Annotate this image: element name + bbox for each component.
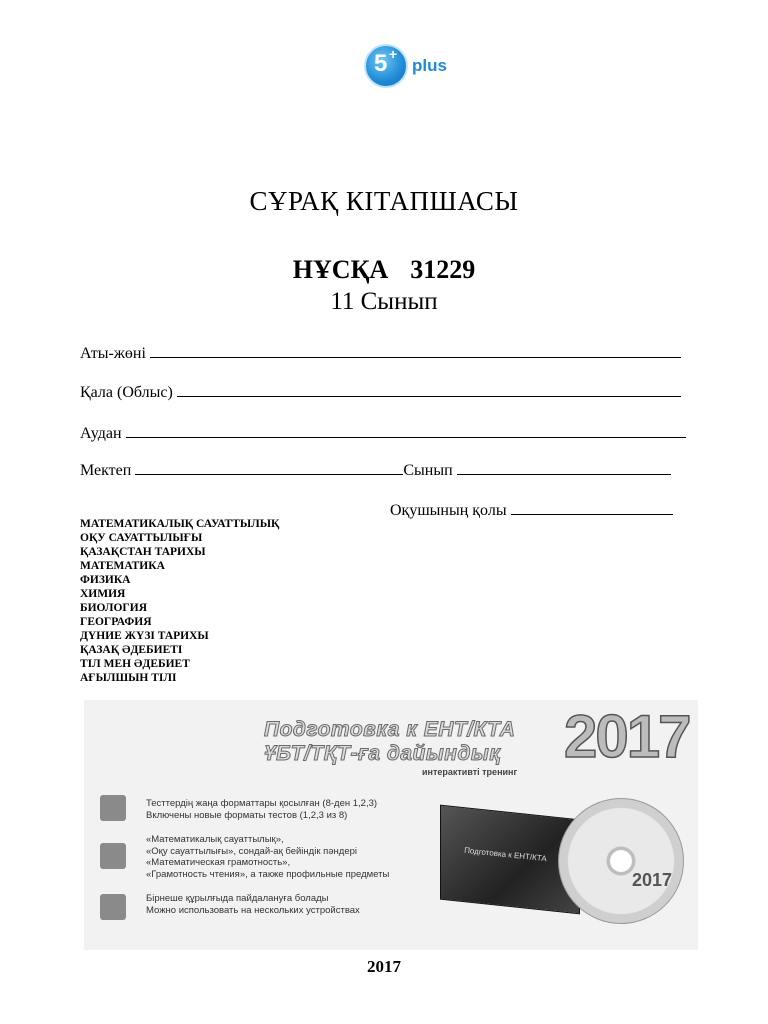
books-icon [100, 843, 126, 869]
documents-icon [100, 795, 126, 821]
feature-line: «Математикалық сауаттылық», [146, 834, 284, 845]
subject-item: ФИЗИКА [80, 574, 131, 586]
feature-line: Тесттердің жаңа форматтары қосылған (8-ден 1,2,3) [146, 798, 378, 809]
city-field [80, 382, 681, 402]
subject-item: ТІЛ МЕН ӘДЕБИЕТ [80, 658, 190, 670]
district-label: Аудан [80, 425, 122, 442]
feature-formats [146, 798, 377, 821]
footer-year: 2017 [367, 957, 401, 976]
signature-label: Оқушының қолы [390, 502, 507, 519]
subject-item: ХИМИЯ [80, 588, 126, 600]
city-label: Қала (Облыс) [80, 384, 173, 401]
class-label: Сынып [403, 462, 453, 479]
variant-number: 31229 [410, 255, 476, 284]
school-label: Мектеп [80, 462, 132, 479]
banner-heading-kz: ҰБТ/ТҚТ-ға дайындық [264, 742, 501, 765]
subject-item: ҚАЗАҚ ӘДЕБИЕТІ [80, 644, 183, 656]
variant-heading [0, 255, 768, 285]
banner-subtitle: интерактивті тренинг [422, 767, 518, 777]
feature-line: «Математическая грамотность», [146, 857, 291, 868]
feature-line: «Грамотность чтения», а также профильные предметы [146, 868, 390, 880]
feature-line: Можно использовать на нескольких устройствах [146, 904, 360, 916]
feature-subjects [146, 834, 389, 880]
school-field [80, 460, 671, 480]
product-box-label: Подготовка к ЕНТ/КТА [463, 845, 548, 864]
subject-item: МАТЕМАТИКАЛЫҚ САУАТТЫЛЫҚ [80, 518, 280, 530]
variant-label: НҰСҚА [292, 255, 389, 284]
signature-field [390, 500, 673, 520]
feature-line: Включены новые форматы тестов (1,2,3 из 8) [146, 809, 348, 821]
document-title: СҰРАҚ КІТАПШАСЫ [249, 186, 519, 216]
banner-year: 2017 [564, 703, 690, 770]
subject-item: ҚАЗАҚСТАН ТАРИХЫ [80, 546, 206, 558]
subject-item: МАТЕМАТИКА [80, 560, 165, 572]
district-field [80, 423, 686, 443]
school-line[interactable] [135, 460, 403, 475]
name-line[interactable] [150, 343, 681, 358]
subject-item: ГЕОГРАФИЯ [80, 616, 152, 628]
cd-disc-image [558, 798, 684, 924]
logo-plus: + [389, 46, 398, 62]
city-line[interactable] [177, 382, 681, 397]
logo [360, 40, 456, 96]
logo-text: plus [412, 56, 447, 75]
subject-item: ОҚУ САУАТТЫЛЫҒЫ [80, 532, 203, 544]
name-field [80, 343, 681, 363]
devices-icon [100, 894, 126, 920]
class-line[interactable] [457, 460, 671, 475]
feature-line: «Оқу сауаттылығы», сондай-ақ бейіндік пәндері [146, 845, 358, 857]
subject-item: ДҮНИЕ ЖҮЗІ ТАРИХЫ [80, 630, 209, 642]
feature-devices [146, 893, 360, 916]
district-line[interactable] [126, 423, 686, 438]
subject-item: БИОЛОГИЯ [80, 602, 148, 614]
subject-item: АҒЫЛШЫН ТІЛІ [80, 672, 177, 684]
feature-line: Бірнеше құрылғыда пайдалануға болады [146, 893, 329, 904]
subject-list [80, 517, 279, 685]
name-label: Аты-жөні [80, 345, 146, 362]
cd-year: 2017 [632, 870, 673, 890]
logo-number: 5 [374, 50, 388, 77]
grade-label: 11 Сынып [330, 288, 438, 315]
banner-heading-ru: Подготовка к ЕНТ/КТА [264, 718, 516, 741]
signature-line[interactable] [511, 500, 673, 515]
advertisement-banner [84, 700, 698, 950]
